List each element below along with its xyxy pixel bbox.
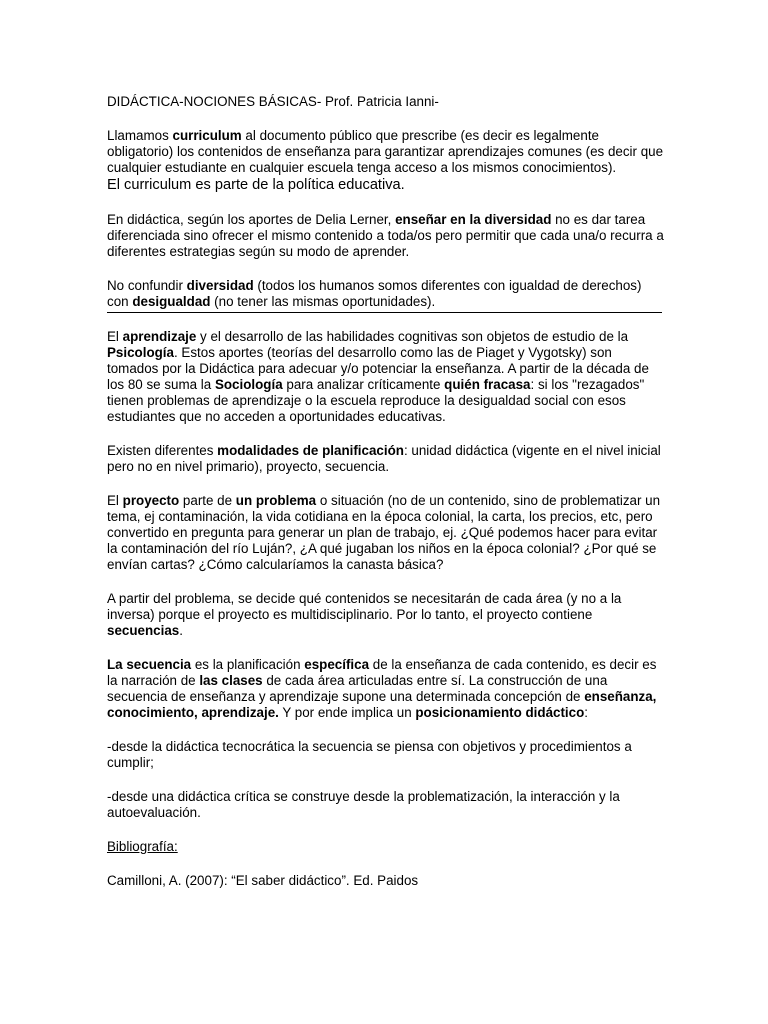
bold-term-quien-fracasa: quién fracasa	[444, 377, 531, 392]
horizontal-divider	[107, 312, 662, 313]
paragraph-diversidad-desigualdad	[107, 278, 665, 310]
bibliography-entry: Camilloni, A. (2007): “El saber didáctico”. Ed. Paidos	[107, 873, 419, 888]
bold-term-ensenanza-conocimiento: enseñanza, conocimiento, aprendizaje.	[107, 689, 657, 720]
text-run: (no tener las mismas oportunidades).	[210, 294, 436, 309]
bold-term-modalidades: modalidades de planificación	[217, 443, 404, 458]
text-run: Llamamos	[107, 128, 173, 143]
bold-term-un-problema: un problema	[235, 493, 317, 508]
bibliography-heading-text: Bibliografía:	[107, 839, 178, 854]
paragraph-tecnocratica: -desde la didáctica tecnocrática la secuencia se piensa con objetivos y procedimientos a cumplir;	[107, 739, 632, 770]
text-run: No confundir	[107, 278, 187, 293]
document-title: DIDÁCTICA-NOCIONES BÁSICAS- Prof. Patricia Ianni-	[107, 94, 439, 109]
text-run: A partir del problema, se decide qué contenidos se necesitarán de cada área (y no a la inversa) porque el proyecto es multidisciplinario. Por lo tanto, el proyecto contiene	[107, 591, 622, 622]
paragraph-diversidad-ensenanza	[107, 212, 665, 260]
bold-term-diversidad: diversidad	[186, 278, 254, 293]
bibliography-heading	[107, 839, 665, 855]
bold-term-las-clases: las clases	[199, 673, 263, 688]
paragraph-modalidades	[107, 443, 665, 475]
paragraph-proyecto	[107, 493, 665, 573]
bold-term-proyecto: proyecto	[122, 493, 180, 508]
text-run: no es dar tarea diferenciada sino ofrecer el mismo contenido a toda/os pero permitir que cada una/o recurra a diferentes estrategias según su modo de aprender.	[107, 212, 664, 259]
text-run: : si los "rezagados" tienen problemas de aprendizaje o la escuela reproduce la desigualdad social con esos estudiantes que no acceden a oportunidades educativas.	[107, 377, 645, 424]
bold-term-secuencias: secuencias	[107, 623, 180, 638]
document-page	[107, 93, 665, 907]
text-run: parte de	[179, 493, 236, 508]
text-run: de cada área articuladas entre sí. La construcción de una secuencia de enseñanza y aprendizaje supone una determinada concepción de	[107, 673, 608, 704]
bold-term-especifica: específica	[304, 657, 370, 672]
text-run: es la planificación	[191, 657, 305, 672]
bold-term-sociologia: Sociología	[214, 377, 283, 392]
text-run: Existen diferentes	[107, 443, 218, 458]
bold-term-posicionamiento: posicionamiento didáctico	[415, 705, 585, 720]
text-run: (todos los humanos somos diferentes con igualdad de derechos) con	[107, 278, 642, 309]
paragraph-aprendizaje	[107, 329, 665, 425]
text-run: :	[584, 705, 589, 720]
text-run: Y por ende implica un	[278, 705, 416, 720]
text-run: y el desarrollo de las habilidades cognitivas son objetos de estudio de la	[196, 329, 629, 344]
text-run: El	[107, 329, 123, 344]
paragraph-critica: -desde una didáctica crítica se construye desde la problematización, la interacción y la autoevaluación.	[107, 789, 620, 820]
text-run: al documento público que prescribe (es decir es legalmente obligatorio) los contenidos de enseñanza para garantizar aprendizajes comunes (es decir que cualquier estudiante en cualquier escuela tenga acceso a los mismos conocimientos).	[107, 128, 664, 175]
bold-term-la-secuencia: La secuencia	[107, 657, 192, 672]
paragraph-secuencia	[107, 657, 665, 721]
text-run: En didáctica, según los aportes de Delia Lerner,	[107, 212, 396, 227]
bold-term-curriculum: curriculum	[172, 128, 242, 143]
bold-term-desigualdad: desigualdad	[132, 294, 211, 309]
text-run: para analizar críticamente	[282, 377, 445, 392]
text-run: El	[107, 493, 123, 508]
curriculum-statement: El curriculum es parte de la política educativa.	[107, 177, 405, 193]
text-run: o situación (no de un contenido, sino de problematizar un tema, ej contaminación, la vida cotidiana en la época colonial, la carta, los precios, etc, pero convertido en pregunta para generar un plan de trabajo, ej. ¿Qué podemos hacer para evitar la contaminación del río Luján?, ¿A qué jugaban los niños en la época colonial? ¿Por qué se envían cartas? ¿Cómo calcularíamos la canasta básica?	[107, 493, 661, 572]
text-run: : unidad didáctica (vigente en el nivel inicial pero no en nivel primario), proyecto, secuencia.	[107, 443, 661, 474]
text-run: .	[179, 623, 183, 638]
bold-term-psicologia: Psicología	[107, 345, 174, 360]
text-run: . Estos aportes (teorías del desarrollo como las de Piaget y Vygotsky) son tomados por la Didáctica para adecuar y/o potenciar la enseñanza. A partir de la década de los 80 se suma la	[107, 345, 649, 392]
text-run: de la enseñanza de cada contenido, es decir es la narración de	[107, 657, 657, 688]
bold-term-ensenar-diversidad: enseñar en la diversidad	[395, 212, 552, 227]
bold-term-aprendizaje: aprendizaje	[122, 329, 197, 344]
paragraph-curriculum	[107, 128, 665, 194]
paragraph-partir-problema	[107, 591, 665, 639]
